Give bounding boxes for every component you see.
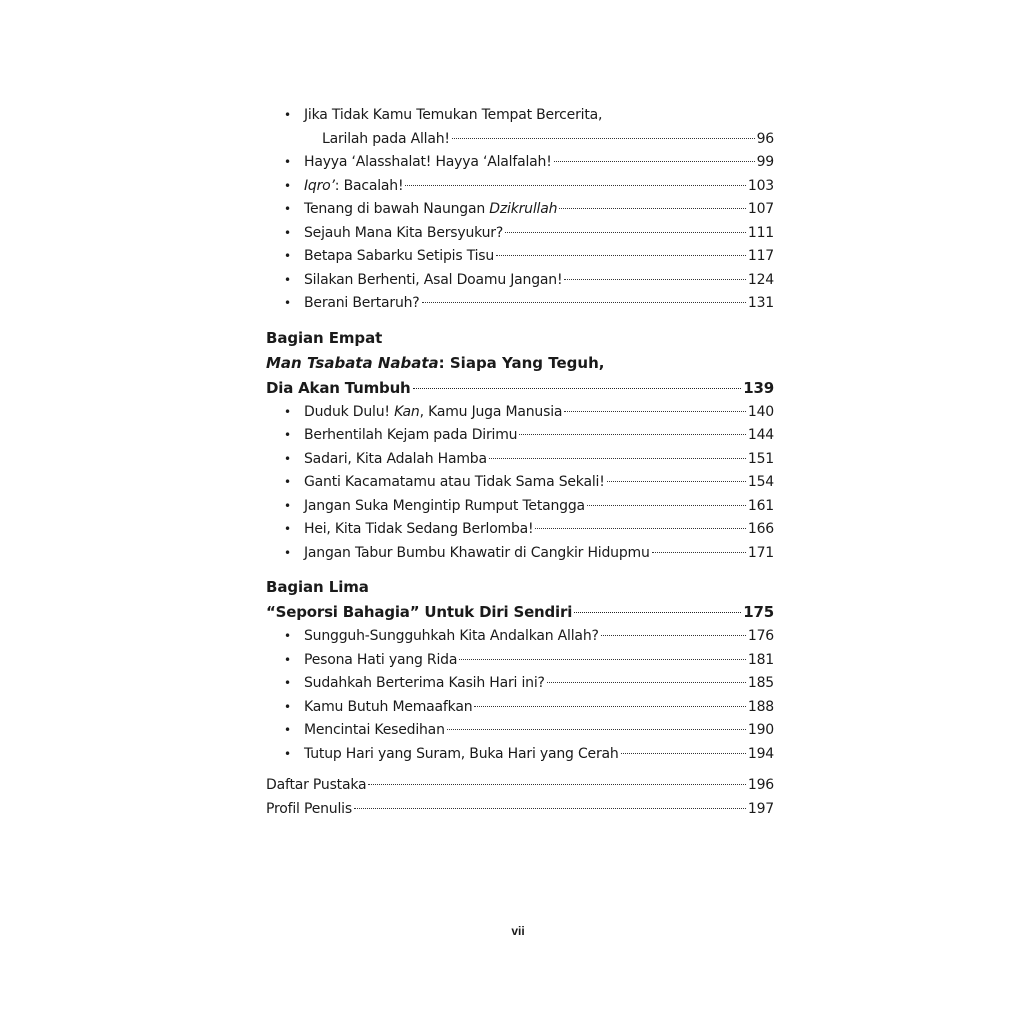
section-title: Dia Akan Tumbuh xyxy=(266,378,411,397)
toc-entry-title: Sejauh Mana Kita Bersyukur? xyxy=(304,224,504,241)
toc-page-number: 194 xyxy=(747,745,774,762)
toc-entry[interactable] xyxy=(284,649,774,673)
toc-entry[interactable] xyxy=(284,471,774,495)
toc-entry-title: Sungguh-Sungguhkah Kita Andalkan Allah? xyxy=(304,628,599,644)
bullet-icon: • xyxy=(284,545,291,560)
toc-page-number: 175 xyxy=(743,603,774,621)
dot-leader xyxy=(505,232,746,233)
dot-leader xyxy=(652,552,746,553)
toc-page-number: 111 xyxy=(747,224,774,241)
toc-page-number: 154 xyxy=(747,474,774,490)
spacer xyxy=(266,766,774,774)
section-title: “Seporsi Bahagia” Untuk Diri Sendiri xyxy=(266,603,573,621)
page-number: vii xyxy=(511,924,525,938)
bullet-icon: • xyxy=(284,629,291,643)
toc-entry-title: Tutup Hari yang Suram, Buka Hari yang Cerah xyxy=(304,745,619,762)
toc-page-number: 171 xyxy=(747,544,774,561)
section-subtitle-italic: Man Tsabata Nabata xyxy=(266,353,439,372)
toc-entry-title xyxy=(304,175,403,199)
bullet-icon: • xyxy=(284,155,291,169)
toc-entry-title-pre: Tenang di bawah Naungan xyxy=(304,201,490,217)
toc-page-number: 196 xyxy=(747,777,774,793)
bullet-icon: • xyxy=(284,202,291,216)
toc-entry-title xyxy=(304,198,557,222)
section-heading: Bagian Lima xyxy=(266,578,369,596)
toc-entry[interactable] xyxy=(284,198,774,222)
toc-entry-title: Ganti Kacamatamu atau Tidak Sama Sekali! xyxy=(304,474,605,490)
toc-entry[interactable] xyxy=(284,128,774,152)
bullet-icon: • xyxy=(284,249,291,263)
toc-entry-title: Larilah pada Allah! xyxy=(322,130,450,147)
bullet-icon: • xyxy=(284,475,291,489)
toc-page-number: 140 xyxy=(747,403,774,420)
toc-entry-title: Hayya ‘Alasshalat! Hayya ‘Alalfalah! xyxy=(304,154,552,170)
toc-entry-title: Jangan Tabur Bumbu Khawatir di Cangkir Hidupmu xyxy=(304,544,650,561)
toc-page-number: 131 xyxy=(747,295,774,311)
bullet-icon: • xyxy=(284,272,291,287)
toc-page-number: 197 xyxy=(747,800,774,817)
toc-entry[interactable] xyxy=(266,774,774,798)
toc-entry-title-italic: Kan xyxy=(394,403,420,420)
toc-entry[interactable] xyxy=(284,743,774,767)
toc-page-number: 139 xyxy=(743,378,774,397)
toc-entry-title: Berhentilah Kejam pada Dirimu xyxy=(304,427,518,443)
dot-leader xyxy=(564,411,746,412)
toc-page-number: 151 xyxy=(747,450,774,467)
dot-leader xyxy=(554,161,755,162)
toc-entry-title: Hei, Kita Tidak Sedang Berlomba! xyxy=(304,521,534,537)
bullet-icon: • xyxy=(284,108,291,122)
toc-entry-title-pre: Duduk Dulu! xyxy=(304,403,395,420)
toc-entry[interactable] xyxy=(284,424,774,448)
toc-page-number: 103 xyxy=(747,177,774,194)
dot-leader xyxy=(413,388,742,389)
section-heading: Bagian Empat xyxy=(266,328,383,347)
toc-entry[interactable] xyxy=(284,175,774,199)
toc-entry-title: Daftar Pustaka xyxy=(266,777,367,793)
toc-entry[interactable] xyxy=(284,151,774,175)
toc-entry[interactable] xyxy=(284,672,774,696)
dot-leader xyxy=(574,612,741,613)
dot-leader xyxy=(474,706,746,707)
bullet-icon: • xyxy=(284,652,291,667)
dot-leader xyxy=(368,784,745,785)
bullet-icon: • xyxy=(284,676,291,690)
toc-page-number: 144 xyxy=(747,427,774,443)
bullet-icon: • xyxy=(284,498,291,513)
dot-leader xyxy=(547,682,746,683)
dot-leader xyxy=(452,138,755,139)
bullet-icon: • xyxy=(284,225,291,240)
bullet-icon: • xyxy=(284,296,291,310)
toc-page-number: 188 xyxy=(747,698,774,715)
toc-entry[interactable] xyxy=(284,401,774,425)
dot-leader xyxy=(607,481,746,482)
bullet-icon: • xyxy=(284,746,291,761)
toc-entry-title-rest: , Kamu Juga Manusia xyxy=(419,403,563,420)
toc-entry[interactable] xyxy=(284,292,774,316)
toc-entry-title xyxy=(304,401,562,425)
bullet-icon: • xyxy=(284,699,291,714)
toc-entry[interactable] xyxy=(284,495,774,519)
toc-entry-title: Profil Penulis xyxy=(266,800,352,817)
toc-page-number: 107 xyxy=(747,201,774,217)
toc-page-number: 166 xyxy=(747,521,774,537)
toc-page-number: 185 xyxy=(747,675,774,691)
dot-leader xyxy=(519,434,746,435)
toc-entry-title: Jangan Suka Mengintip Rumput Tetangga xyxy=(304,497,585,514)
section-subtitle xyxy=(266,351,774,376)
section-title-entry[interactable] xyxy=(266,600,774,625)
toc-entry[interactable] xyxy=(284,245,774,269)
toc-entry[interactable] xyxy=(284,222,774,246)
toc-entry[interactable] xyxy=(266,798,774,822)
bullet-icon: • xyxy=(284,723,291,737)
toc-entry[interactable] xyxy=(284,542,774,566)
toc-page-number: 117 xyxy=(747,248,774,264)
dot-leader xyxy=(601,635,746,636)
dot-leader xyxy=(422,302,746,303)
bullet-icon: • xyxy=(284,428,291,442)
toc-page-number: 124 xyxy=(747,271,774,288)
toc-entry-title: Betapa Sabarku Setipis Tisu xyxy=(304,248,495,264)
bullet-icon: • xyxy=(284,522,291,536)
toc-entry[interactable] xyxy=(284,719,774,743)
toc-page-number: 161 xyxy=(747,497,774,514)
dot-leader xyxy=(559,208,746,209)
toc-page-number: 176 xyxy=(747,628,774,644)
dot-leader xyxy=(587,505,746,506)
section-title-entry[interactable] xyxy=(266,376,774,401)
toc-entry[interactable] xyxy=(284,448,774,472)
dot-leader xyxy=(564,279,745,280)
bullet-icon: • xyxy=(284,451,291,466)
toc-entry[interactable] xyxy=(284,104,774,128)
toc-entry-title: Sudahkah Berterima Kasih Hari ini? xyxy=(304,675,545,691)
toc-entry-title-rest: : Bacalah! xyxy=(334,177,404,194)
dot-leader xyxy=(459,659,746,660)
toc-entry-title: Kamu Butuh Memaafkan xyxy=(304,698,473,715)
toc-entry-title-italic: Iqro’ xyxy=(304,177,335,194)
toc-entry-title: Jika Tidak Kamu Temukan Tempat Bercerita, xyxy=(304,107,603,123)
toc-entry[interactable] xyxy=(284,518,774,542)
toc-page-number: 190 xyxy=(747,722,774,738)
toc-entry[interactable] xyxy=(284,625,774,649)
bullet-icon: • xyxy=(284,178,291,193)
dot-leader xyxy=(621,753,746,754)
toc-entry-title-italic: Dzikrullah xyxy=(489,201,558,217)
dot-leader xyxy=(405,185,745,186)
table-of-contents xyxy=(266,104,774,821)
dot-leader xyxy=(354,808,746,809)
dot-leader xyxy=(496,255,746,256)
bullet-icon: • xyxy=(284,404,291,419)
dot-leader xyxy=(489,458,746,459)
dot-leader xyxy=(535,528,745,529)
toc-entry[interactable] xyxy=(284,696,774,720)
toc-entry-title: Silakan Berhenti, Asal Doamu Jangan! xyxy=(304,271,563,288)
toc-page-number: 99 xyxy=(756,154,774,170)
toc-entry-title: Sadari, Kita Adalah Hamba xyxy=(304,450,487,467)
toc-page-number: 181 xyxy=(747,651,774,668)
dot-leader xyxy=(447,729,746,730)
toc-page-number: 96 xyxy=(756,130,774,147)
toc-entry-title: Berani Bertaruh? xyxy=(304,295,420,311)
toc-entry-title: Pesona Hati yang Rida xyxy=(304,651,458,668)
section-subtitle-rest: : Siapa Yang Teguh, xyxy=(438,353,605,372)
toc-entry-title: Mencintai Kesedihan xyxy=(304,722,445,738)
toc-entry[interactable] xyxy=(284,269,774,293)
